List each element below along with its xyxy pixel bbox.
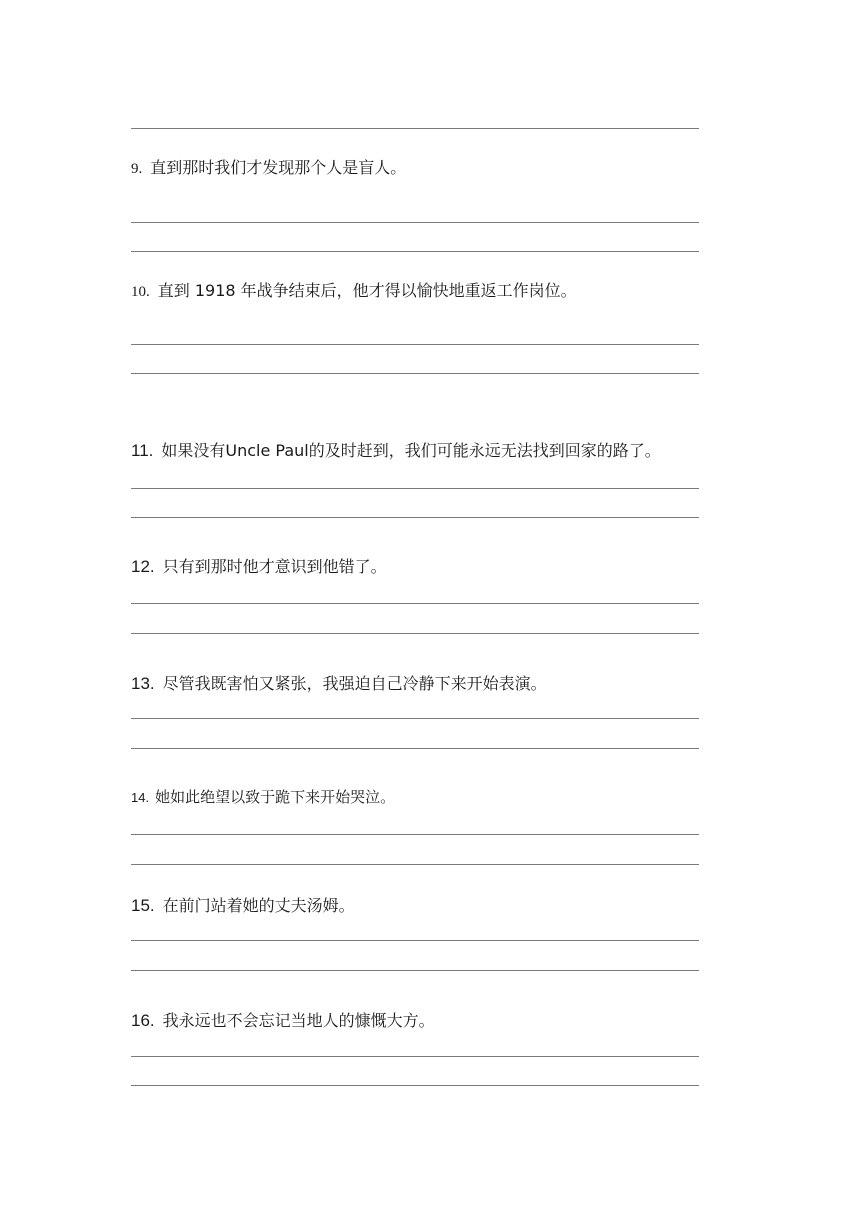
- answer-line: [131, 970, 699, 971]
- answer-line: [131, 373, 699, 374]
- question-number: 10.: [131, 284, 150, 300]
- question-text: 尽管我既害怕又紧张，我强迫自己冷静下来开始表演。: [162, 674, 547, 693]
- question-11: [131, 442, 661, 459]
- question-15: [131, 897, 355, 914]
- question-text: 她如此绝望以致于跪下来开始哭泣。: [155, 788, 396, 806]
- question-text: 直到那时我们才发现那个人是盲人。: [150, 158, 407, 177]
- answer-line: [131, 633, 699, 634]
- answer-line: [131, 748, 699, 749]
- question-number: 9.: [131, 161, 143, 177]
- answer-line: [131, 940, 699, 941]
- question-number: 14.: [131, 790, 150, 805]
- answer-line: [131, 1085, 699, 1086]
- question-12: [131, 558, 387, 575]
- question-number: 13.: [131, 674, 155, 693]
- question-number: 11.: [131, 441, 154, 460]
- answer-line: [131, 517, 699, 518]
- question-text: 在前门站着她的丈夫汤姆。: [162, 896, 355, 915]
- question-text: 直到 1918 年战争结束后，他才得以愉快地重返工作岗位。: [157, 281, 577, 300]
- answer-line: [131, 251, 699, 252]
- question-number: 12.: [131, 557, 155, 576]
- answer-line: [131, 128, 699, 129]
- question-text: 我永远也不会忘记当地人的慷慨大方。: [162, 1011, 435, 1030]
- answer-line: [131, 344, 699, 345]
- answer-line: [131, 1056, 699, 1057]
- answer-line: [131, 718, 699, 719]
- question-10: [131, 283, 577, 300]
- question-13: [131, 675, 547, 692]
- question-number: 16.: [131, 1011, 155, 1030]
- answer-line: [131, 864, 699, 865]
- answer-line: [131, 222, 699, 223]
- answer-line: [131, 834, 699, 835]
- question-16: [131, 1012, 435, 1029]
- question-text: 如果没有Uncle Paul的及时赶到，我们可能永远无法找到回家的路了。: [161, 441, 661, 460]
- question-9: [131, 160, 406, 177]
- question-text: 只有到那时他才意识到他错了。: [162, 557, 387, 576]
- question-number: 15.: [131, 896, 155, 915]
- answer-line: [131, 603, 699, 604]
- answer-line: [131, 488, 699, 489]
- question-14: [131, 790, 395, 805]
